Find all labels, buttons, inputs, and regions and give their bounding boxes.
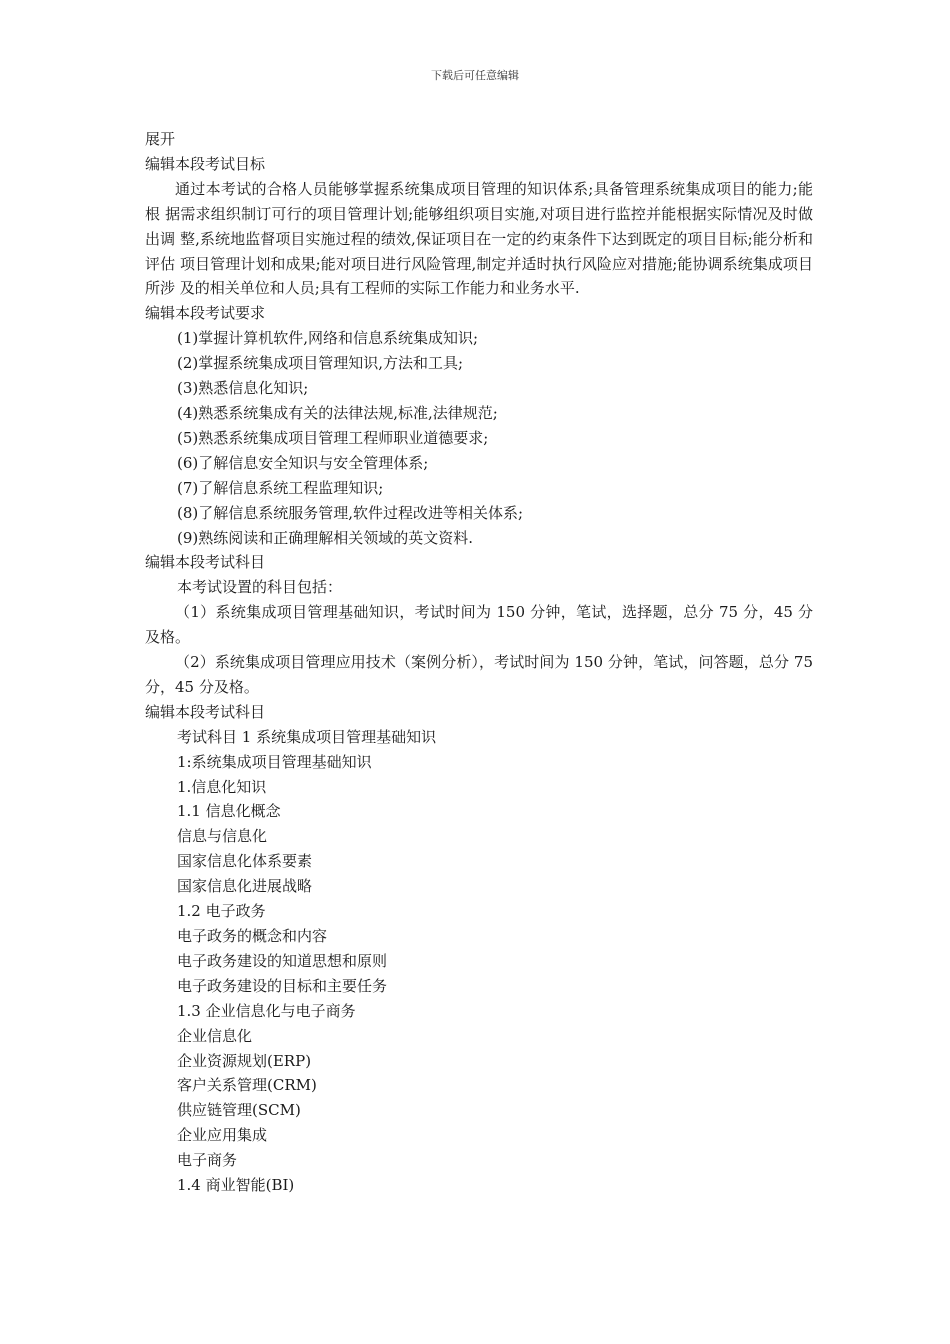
requirement-item: (3)熟悉信息化知识; xyxy=(177,379,309,398)
section-heading-goal[interactable]: 编辑本段考试目标 xyxy=(145,154,266,173)
syllabus-line: 1.3 企业信息化与电子商务 xyxy=(177,1001,356,1020)
syllabus-line: 电子商务 xyxy=(177,1151,238,1170)
syllabus-line: 1:系统集成项目管理基础知识 xyxy=(177,752,372,771)
subjects-intro: 本考试设置的科目包括： xyxy=(177,578,343,597)
syllabus-line: 1.2 电子政务 xyxy=(177,902,266,921)
syllabus-line: 电子政务建设的目标和主要任务 xyxy=(177,976,388,995)
requirement-item: (6)了解信息安全知识与安全管理体系; xyxy=(177,453,429,472)
requirement-item: (5)熟悉系统集成项目管理工程师职业道德要求; xyxy=(177,428,489,447)
syllabus-line: 信息与信息化 xyxy=(177,827,268,846)
expand-link[interactable]: 展开 xyxy=(145,130,176,148)
requirement-item: (9)熟练阅读和正确理解相关领域的英文资料. xyxy=(177,528,474,547)
requirement-item: (4)熟悉系统集成有关的法律法规,标准,法律规范; xyxy=(177,403,498,422)
requirement-item: (2)掌握系统集成项目管理知识,方法和工具; xyxy=(177,354,464,373)
subject-item: （2）系统集成项目管理应用技术（案例分析），考试时间为 150 分钟，笔试，问答题，总分 75 分，45 分及格。 xyxy=(145,653,813,696)
section-heading-syllabus[interactable]: 编辑本段考试科目 xyxy=(145,702,266,721)
syllabus-line: 国家信息化体系要素 xyxy=(177,852,313,871)
syllabus-line: 电子政务的概念和内容 xyxy=(177,927,328,945)
syllabus-line: 客户关系管理(CRM) xyxy=(177,1076,317,1095)
requirement-item: (1)掌握计算机软件,网络和信息系统集成知识; xyxy=(177,329,479,348)
syllabus-line: 1.信息化知识 xyxy=(177,777,267,796)
syllabus-line: 1.4 商业智能(BI) xyxy=(177,1176,295,1195)
syllabus-line: 1.1 信息化概念 xyxy=(177,802,281,821)
section-heading-subjects[interactable]: 编辑本段考试科目 xyxy=(145,553,266,572)
syllabus-line: 考试科目 1 系统集成项目管理基础知识 xyxy=(177,727,437,746)
syllabus-line: 企业资源规划(ERP) xyxy=(177,1051,312,1070)
syllabus-line: 企业信息化 xyxy=(177,1026,253,1045)
syllabus-line: 企业应用集成 xyxy=(177,1126,268,1145)
goal-paragraph: 通过本考试的合格人员能够掌握系统集成项目管理的知识体系;具备管理系统集成项目的能力;能根 据需求组织制订可行的项目管理计划;能够组织项目实施,对项目进行监控并能根据实际情况及时做出调 整,系统地监督项目实施过程的绩效,保证项目在一定的约束条件下达到既定的项目目标;能分析和评估 项目管理计划和成果;能对项目进行风险管理,制定并适时执行风险应对措施;能协调系统集成项目所涉 及的相关单位和人员;具有工程师的实际工作能力和业务水平. xyxy=(145,179,813,298)
requirement-item: (7)了解信息系统工程监理知识; xyxy=(177,478,384,497)
syllabus-line: 电子政务建设的知道思想和原则 xyxy=(177,951,388,970)
requirement-item: (8)了解信息系统服务管理,软件过程改进等相关体系; xyxy=(177,503,524,522)
page-header-note: 下载后可任意编辑 xyxy=(431,69,519,82)
section-heading-requirements[interactable]: 编辑本段考试要求 xyxy=(145,304,266,323)
subject-item: （1）系统集成项目管理基础知识，考试时间为 150 分钟，笔试，选择题，总分 75 分，45 分及格。 xyxy=(145,603,813,647)
syllabus-line: 供应链管理(SCM) xyxy=(177,1101,301,1120)
document-body xyxy=(145,127,813,1198)
syllabus-line: 国家信息化进展战略 xyxy=(177,877,313,896)
